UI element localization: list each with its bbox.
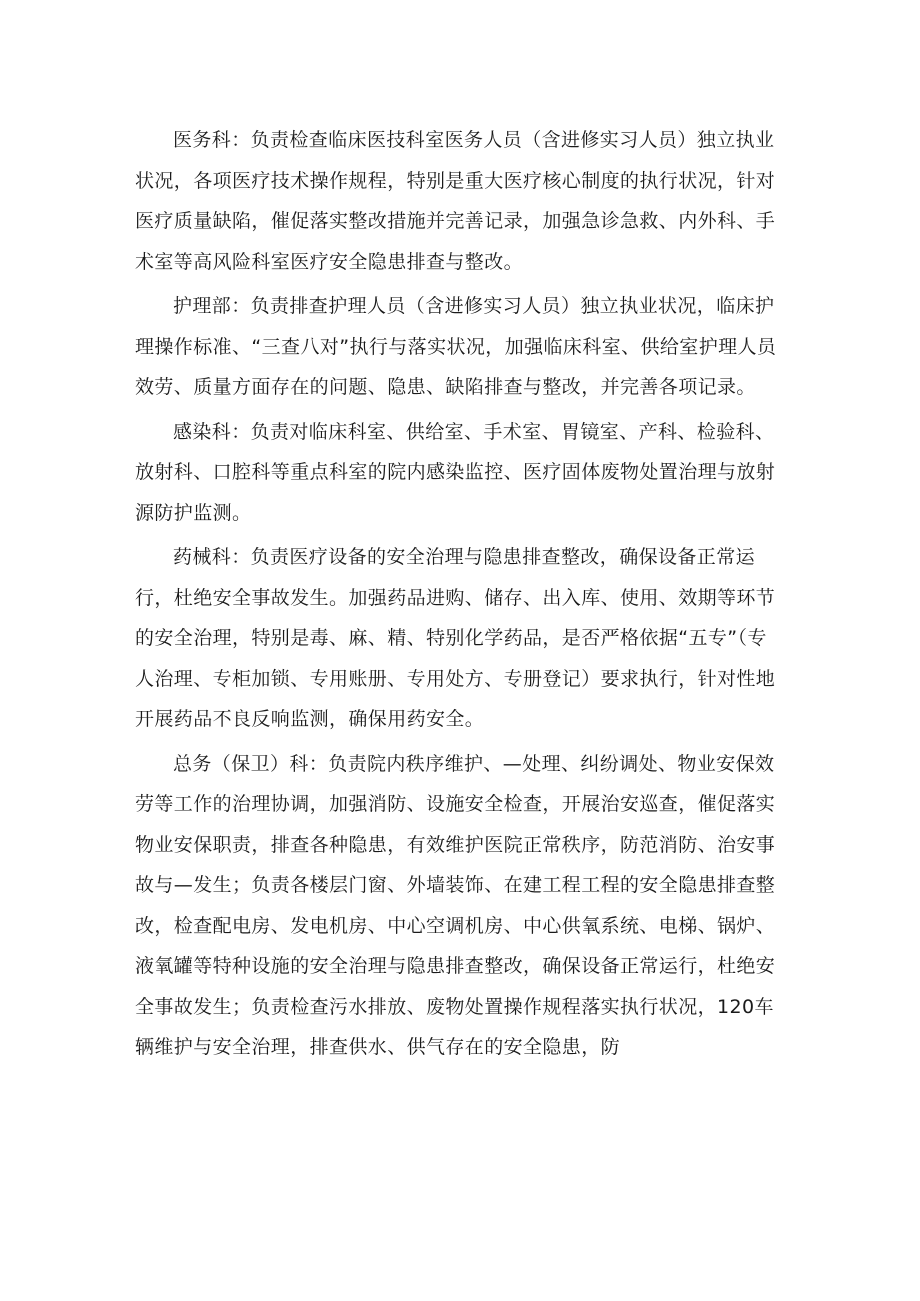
document-page: [135, 120, 785, 1068]
paragraph-nursing: 护理部：负责排查护理人员（含进修实习人员）独立执业状况，临床护理操作标准、“三查八对”执行与落实状况，加强临床科室、供给室护理人员效劳、质量方面存在的问题、隐患、缺陷排查与整改，并完善各项记录。: [135, 295, 777, 398]
paragraph-general-affairs: 总务（保卫）科：负责院内秩序维护、—处理、纠纷调处、物业安保效劳等工作的治理协调，加强消防、设施安全检查，开展治安巡查，催促落实物业安保职责，排查各种隐患，有效维护医院正常秩序，防范消防、治安事故与—发生；负责各楼层门窗、外墙装饰、在建工程工程的安全隐患排查整改，检查配电房、发电机房、中心空调机房、中心供氧系统、电梯、锅炉、液氧罐等特种设施的安全治理与隐患排查整改，确保设备正常运行，杜绝安全事故发生；负责检查污水排放、废物处置操作规程落实执行状况，120车辆维护与安全治理，排查供水、供气存在的安全隐患，防: [135, 752, 776, 1058]
paragraph-infection: 感染科：负责对临床科室、供给室、手术室、胃镜室、产科、检验科、放射科、口腔科等重点科室的院内感染监控、医疗固体废物处置治理与放射源防护监测。: [135, 420, 776, 524]
paragraph-pharmacy: 药械科：负责医疗设备的安全治理与隐患排查整改，确保设备正常运行，杜绝安全事故发生。加强药品进购、储存、出入库、使用、效期等环节的安全治理，特别是毒、麻、精、特别化学药品，是否严格依据“五专”（专人治理、专柜加锁、专用账册、专用处方、专册登记）要求执行，针对性地开展药品不良反响监测，确保用药安全。: [135, 546, 776, 730]
paragraph-medical-affairs: 医务科：负责检查临床医技科室医务人员（含进修实习人员）独立执业状况，各项医疗技术操作规程，特别是重大医疗核心制度的执行状况，针对医疗质量缺陷，催促落实整改措施并完善记录，加强急诊急救、内外科、手术室等高风险科室医疗安全隐患排查与整改。: [135, 129, 776, 273]
